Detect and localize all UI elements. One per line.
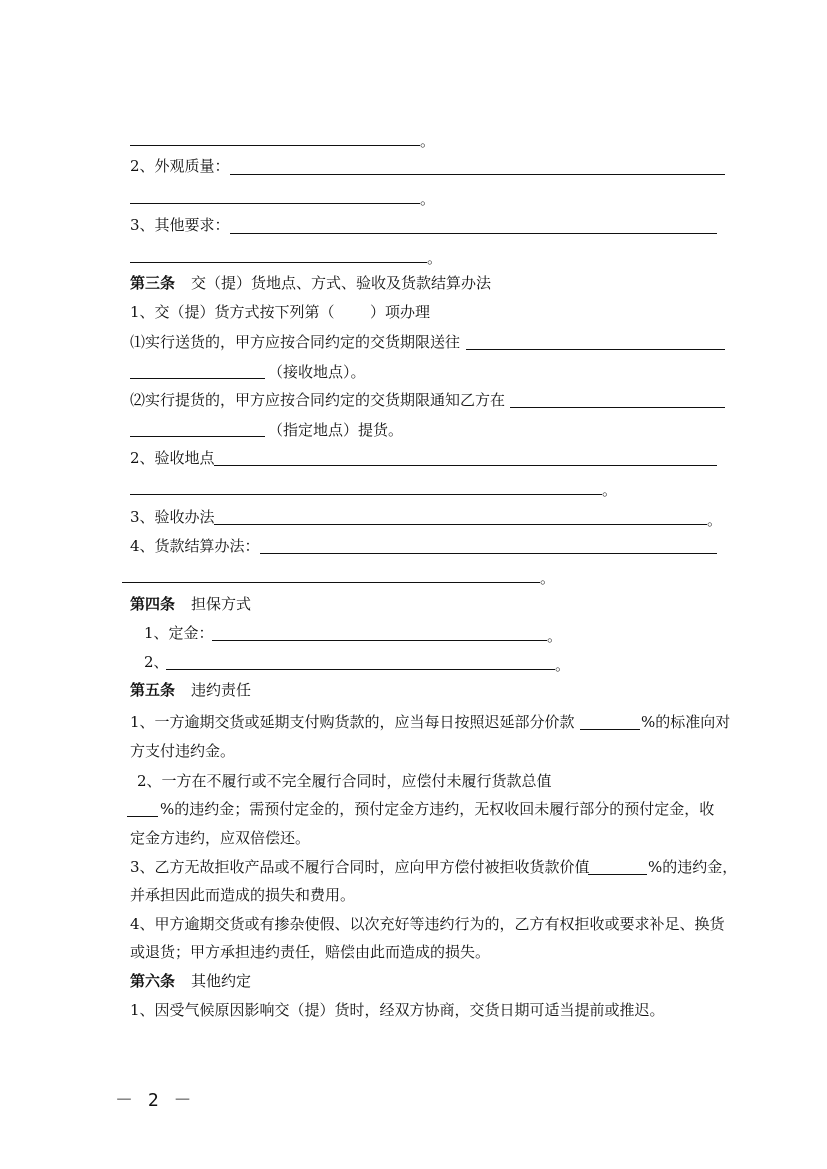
delivery-option-1: ⑴实行送货的，甲方应按合同约定的交货期限送往 [130,333,461,351]
blank-underline[interactable] [130,378,265,379]
breach-clause-4: 4、甲方逾期交货或有掺杂使假、以次充好等违约行为的，乙方有权拒收或要求补足、换货 [130,915,725,933]
page-number: － 2 － [115,1090,194,1111]
designated-place-note: （指定地点）提货。 [268,421,404,439]
breach-clause-2-end: 定金方违约，应双倍偿还。 [130,829,311,847]
deposit-label: 1、定金： [144,624,214,642]
other-agreement-1: 1、因受气候原因影响交（提）货时，经双方协商，交货日期可适当提前或推迟。 [130,1001,665,1019]
blank-underline[interactable] [127,816,158,817]
article-4-heading: 担保方式 [191,595,252,613]
period: 。 [555,656,571,674]
article-5-title: 第五条 [130,681,176,699]
breach-clause-4-cont: 或退货；甲方承担违约责任，赔偿由此而造成的损失。 [130,943,491,961]
breach-clause-1: 1、一方逾期交货或延期支付购货款的，应当每日按照迟延部分价款 [130,713,575,731]
blank-underline[interactable] [214,465,717,466]
blank-underline[interactable] [214,524,707,525]
blank-underline[interactable] [510,407,725,408]
period: 。 [707,511,723,529]
blank-underline[interactable] [130,145,420,146]
blank-underline[interactable] [588,874,647,875]
blank-underline[interactable] [466,349,725,350]
breach-clause-2-cont: %的违约金；需预付定金的，预付定金方违约，无权收回未履行部分的预付定金，收 [160,800,715,818]
blank-underline[interactable] [230,233,717,234]
blank-underline[interactable] [130,203,420,204]
delivery-method-clause: 1、交（提）货方式按下列第（ [130,303,335,321]
blank-underline[interactable] [212,640,547,641]
period: 。 [547,627,563,645]
article-4-title: 第四条 [130,595,176,613]
breach-clause-2: 2、一方在不履行或不完全履行合同时，应偿付未履行货款总值 [137,772,552,790]
article-5-heading: 违约责任 [191,681,252,699]
inspection-method-label: 3、验收办法 [130,508,215,526]
period: 。 [540,569,556,587]
inspection-place-label: 2、验收地点 [130,449,215,467]
blank-underline[interactable] [130,262,427,263]
breach-clause-3: 3、乙方无故拒收产品或不履行合同时，应向甲方偿付被拒收货款价值 [130,858,590,876]
blank-underline[interactable] [166,669,555,670]
guarantee-item-2-label: 2、 [144,653,169,671]
blank-underline[interactable] [580,729,640,730]
breach-clause-3-cont: 并承担因此而造成的损失和费用。 [130,886,356,904]
blank-underline[interactable] [230,174,725,175]
other-requirements-label: 3、其他要求： [130,216,230,234]
appearance-quality-label: 2、外观质量： [130,157,230,175]
blank-underline[interactable] [130,436,265,437]
blank-underline[interactable] [260,553,717,554]
period: 。 [420,190,436,208]
delivery-method-clause-end: ）项办理 [370,303,431,321]
period: 。 [420,132,436,150]
period: 。 [427,249,443,267]
delivery-option-2: ⑵实行提货的，甲方应按合同约定的交货期限通知乙方在 [130,391,506,409]
breach-clause-3-end: %的违约金， [648,858,738,876]
article-6-heading: 其他约定 [191,972,252,990]
blank-underline[interactable] [130,494,602,495]
article-3-heading: 交（提）货地点、方式、验收及货款结算办法 [191,274,492,292]
payment-method-label: 4、货款结算办法： [130,537,260,555]
breach-clause-1-cont: 方支付违约金。 [130,742,236,760]
article-3-title: 第三条 [130,274,176,292]
period: 。 [602,481,618,499]
receiving-place-note: （接收地点）。 [268,363,366,381]
blank-underline[interactable] [122,582,540,583]
article-6-title: 第六条 [130,972,176,990]
breach-clause-1-end: %的标准向对 [641,713,731,731]
